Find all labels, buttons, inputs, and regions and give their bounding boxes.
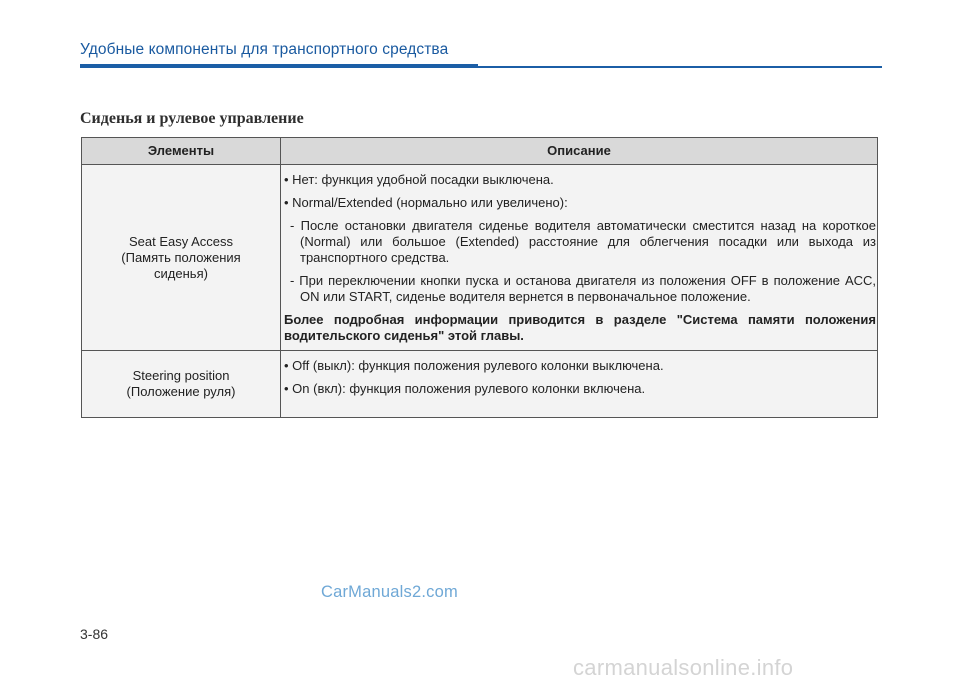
- reference-note: Более подробная информации приводится в разделе "Система памяти положения водительского сиденья" этой главы.: [284, 312, 876, 343]
- element-name: Seat Easy Access: [128, 233, 234, 249]
- element-cell: [82, 351, 281, 418]
- list-item: • Нет: функция удобной посадки выключена.: [284, 172, 554, 187]
- list-item: • Off (выкл): функция положения рулевого колонки выключена.: [284, 358, 664, 373]
- sub-list-item: - При переключении кнопки пуска и останова двигателя из положения OFF в положение ACC, ON или START, сиденье водителя вернется в первоначальное положение.: [290, 273, 876, 304]
- chapter-title: Удобные компоненты для транспортного средства: [80, 41, 449, 58]
- table-header-description: Описание: [281, 138, 878, 165]
- element-name: Steering position: [132, 368, 230, 383]
- page-number: 3-86: [80, 626, 109, 642]
- settings-table: [81, 137, 878, 418]
- table-header-elements: Элементы: [82, 138, 281, 165]
- element-name-translation-cont: сиденья): [154, 265, 208, 281]
- description-cell: [281, 351, 878, 418]
- source-watermark: CarManuals2.com: [321, 583, 458, 601]
- list-item: • Normal/Extended (нормально или увеличено):: [284, 195, 568, 210]
- table-row: [82, 351, 878, 418]
- table-row: [82, 165, 878, 351]
- element-name-translation: (Положение руля): [126, 384, 236, 399]
- description-cell: [281, 165, 878, 351]
- element-cell: [82, 165, 281, 351]
- table-header-row: [82, 138, 878, 165]
- list-item: • On (вкл): функция положения рулевого колонки включена.: [284, 381, 646, 396]
- chapter-header-rule: [478, 66, 882, 68]
- element-name-translation: (Память положения: [121, 249, 241, 265]
- sub-list-item: - После остановки двигателя сиденье водителя автоматически сместится назад на короткое (Normal) или большое (Extended) расстояние для облегчения посадки или выхода из транспортного средства.: [290, 218, 876, 265]
- chapter-title-underline: [80, 64, 478, 68]
- section-title: Сиденья и рулевое управление: [80, 110, 304, 127]
- site-watermark: carmanualsonline.info: [573, 655, 794, 680]
